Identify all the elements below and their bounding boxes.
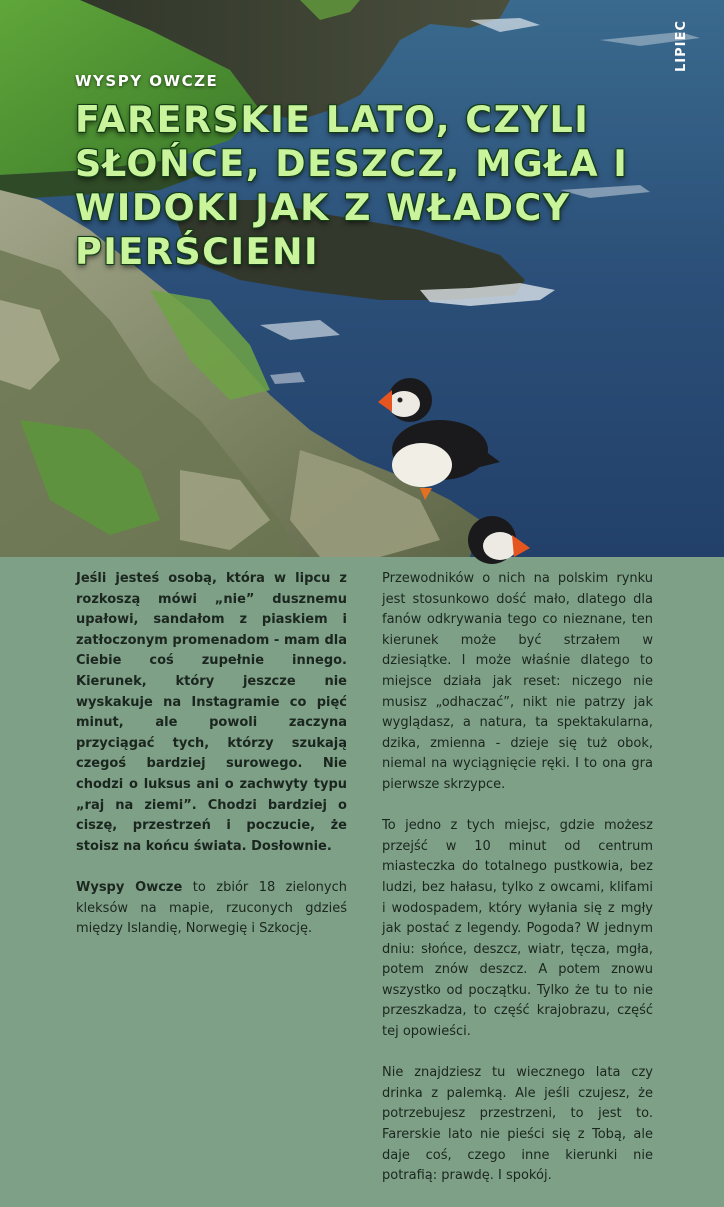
section-kicker: WYSPY OWCZE [75,72,219,90]
text-column-right [382,569,653,1207]
hero-photo [0,0,724,557]
lead-paragraph: Jeśli jesteś osobą, która w lipcu z rozkoszą mówi „nie” dusznemu upałowi, sandałom z piaskiem i zatłoczonym promenadom - mam dla Ciebie coś zupełnie innego. Kierunek, który jeszcze nie wyskakuje na Instagramie co pięć minut, ale powoli zaczyna przyciągać tych, którzy szukają czegoś bardziej surowego. Nie chodzi o luksus ani o zachwyty typu „raj na ziemi”. Chodzi bardziej o ciszę, przestrzeń i poczucie, że stoisz na końcu świata. Dosłownie. [76,571,347,854]
month-label: LIPIEC [674,20,689,72]
paragraph-2-highlight: Wyspy Owcze [76,879,183,895]
article-headline: FARERSKIE LATO, CZYLI SŁOŃCE, DESZCZ, MGŁA I WIDOKI JAK Z WŁADCY PIERŚCIENI [75,98,629,273]
paragraph-4: Nie znajdziesz tu wiecznego lata czy drinka z palemką. Ale jeśli czujesz, że potrzebujesz przestrzeni, to jest to. Farerskie lato nie pieści się z Tobą, ale daje coś, czego inne kierunki nie potrafią: prawdę. I spokój. [382,1065,653,1184]
paragraph-2 [76,878,347,940]
paragraph-3: To jedno z tych miejsc, gdzie możesz przejść w 10 minut od centrum miasteczka do totalnego pustkowia, bez ludzi, bez hałasu, tylko z owcami, klifami i wodospadem, który wyłania się z mgły jak postać z legendy. Pogoda? W jednym dniu: słońce, deszcz, wiatr, tęcza, mgła, potem znów deszcz. A potem znowu wszystko od początku. Tylko że tu to nie przeszkadza, to część krajobrazu, część tej opowieści. [382,818,653,1040]
text-column-left [76,569,347,960]
paragraph-2-text: to zbiór 18 zielonych kleksów na mapie, rzuconych gdzieś między Islandię, Norwegię i Szkocję. [76,879,347,937]
paragraph-2-continued: Przewodników o nich na polskim rynku jest stosunkowo dość mało, dlatego dla fanów odkrywania tego co nieznane, ten kierunek może być strzałem w dziesiątke. I może właśnie dlatego to miejsce działa jak reset: niczego nie musisz „odhaczać”, nikt nie patrzy jak wyglądasz, a natura, ta spektakularna, dzika, zmienna - dzieje się tuż obok, niemal na wyciągnięcie ręki. I to ona gra pierwsze skrzypce. [382,571,653,792]
